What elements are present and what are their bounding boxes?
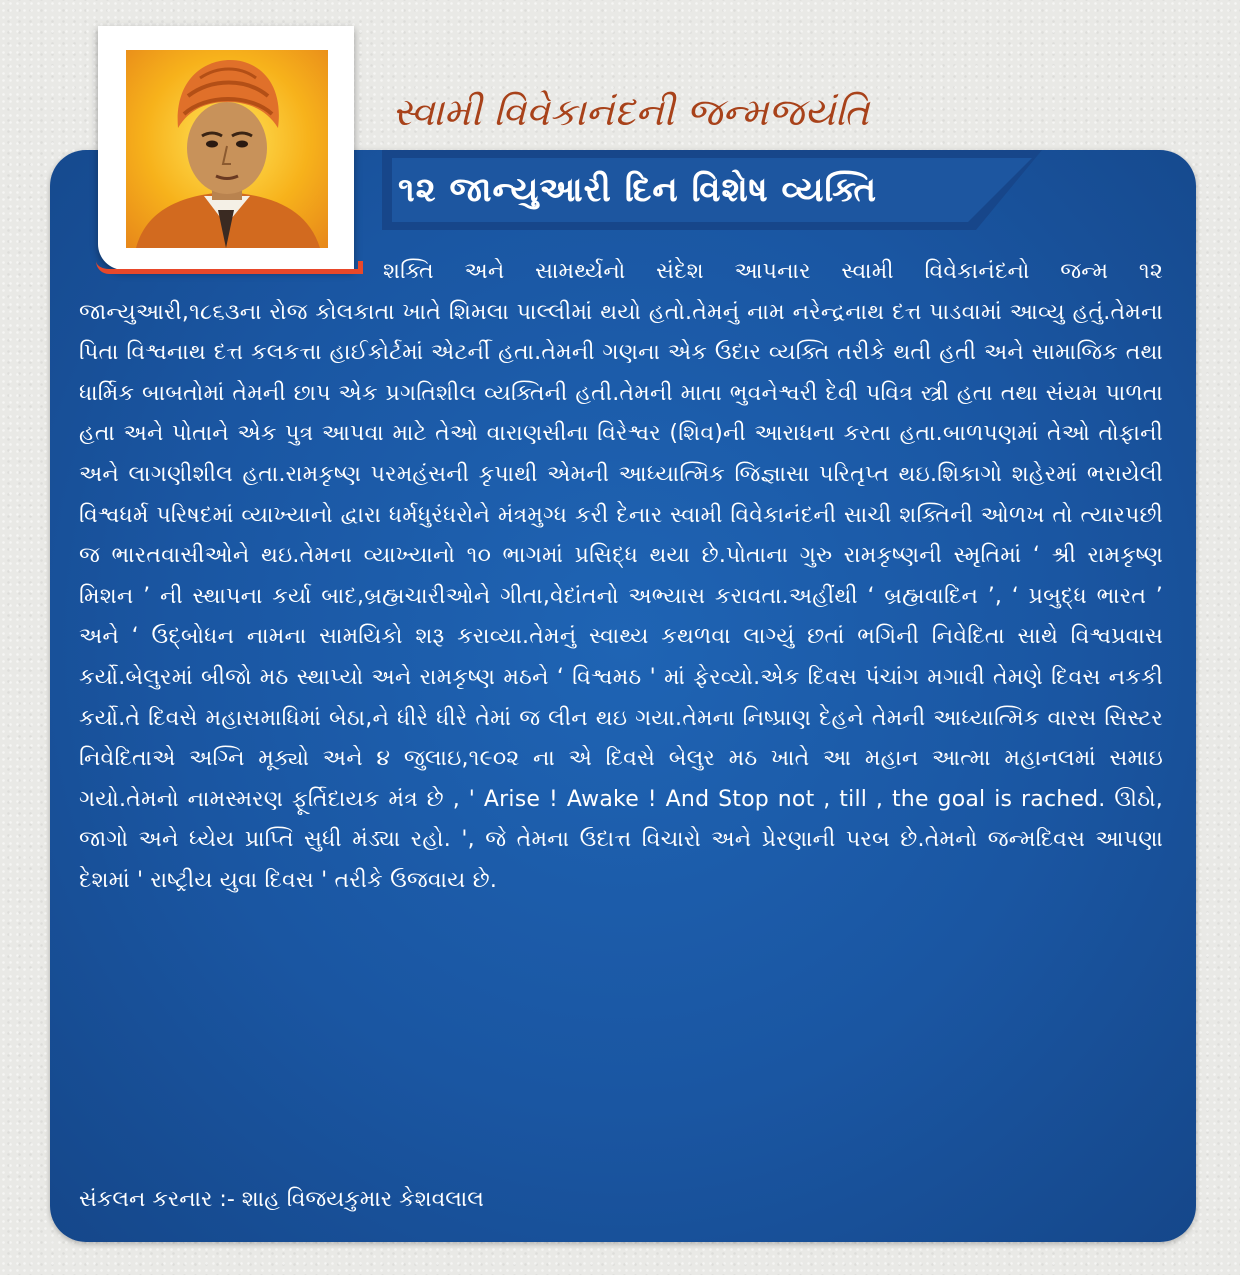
banner-title: ૧૨ જાન્યુઆરી દિન વિશેષ વ્યક્તિ	[398, 170, 878, 210]
article-body: શક્તિ અને સામર્થ્યનો સંદેશ આપનાર સ્વામી વિવેકાનંદનો જન્મ ૧૨ જાન્યુઆરી,૧૮૬૩ના રોજ કોલકાતા ખાતે શિમલા પાલ્લીમાં થયો હતો.તેમનું નામ નરેન્દ્રનાથ દત્ત પાડવામાં આવ્યુ હતું.તેમના પિતા વિશ્વનાથ દત્ત કલકત્તા હાઈકોર્ટમાં એટર્ની હતા.તેમની ગણના એક ઉદાર વ્યક્તિ તરીકે થતી હતી અને સામાજિક તથા ધાર્મિક બાબતોમાં તેમની છાપ એક પ્રગતિશીલ વ્યક્તિની હતી.તેમની માતા ભુવનેશ્વરી દેવી પવિત્ર સ્ત્રી હતા તથા સંયમ પાળતા હતા અને પોતાને એક પુત્ર આપવા માટે તેઓ વારાણસીના વિરેશ્વર (શિવ)ની આરાધના કરતા હતા.બાળપણમાં તેઓ તોફાની અને લાગણીશીલ હતા.રામકૃષ્ણ પરમહંસની કૃપાથી એમની આધ્યાત્મિક જિજ્ઞાસા પરિતૃપ્ત થઇ.શિકાગો શહેરમાં ભરાયેલી વિશ્વધર્મ પરિષદમાં વ્યાખ્યાનો દ્વારા ધર્મધુરંધરોને મંત્રમુગ્ધ કરી દેનાર સ્વામી વિવેકાનંદની સાચી શક્તિની ઓળખ તો ત્યારપછી જ ભારતવાસીઓને થઇ.તેમના વ્યાખ્યાનો ૧૦ ભાગમાં પ્રસિદ્ધ થયા છે.પોતાના ગુરુ રામકૃષ્ણની સ્મૃતિમાં ‘ શ્રી રામકૃષ્ણ મિશન ’ ની સ્થાપના કર્યા બાદ,બ્રહ્મચારીઓને ગીતા,વેદાંતનો અભ્યાસ કરાવતા.અહીંથી ‘ બ્રહ્મવાદિન ’, ‘ પ્રબુદ્ધ ભારત ’ અને ‘ ઉદ્બોધન નામના સામયિકો શરૂ કરાવ્યા.તેમનું સ્વાથ્ય કથળવા લાગ્યું છતાં ભગિની નિવેદિતા સાથે વિશ્વપ્રવાસ કર્યો.બેલુરમાં બીજો મઠ સ્થાપ્યો અને રામકૃષ્ણ મઠને ‘ વિશ્વમઠ ' માં ફેરવ્યો.એક દિવસ પંચાંગ મગાવી તેમણે દિવસ નકકી કર્યો.તે દિવસે મહાસમાધિમાં બેઠા,ને ધીરે ધીરે તેમાં જ લીન થઇ ગયા.તેમના નિષ્પ્રાણ દેહને તેમની આધ્યાત્મિક વારસ સિસ્ટર નિવેદિતાએ અગ્નિ મૂક્યો અને ૪ જુલાઇ,૧૯૦૨ ના એ દિવસે બેલુર મઠ ખાતે આ મહાન આત્મા મહાનલમાં સમાઇ ગયો.તેમનો નામસ્મરણ ફૂર્તિદાયક મંત્ર છે , ' Arise ! Awake ! And Stop not , till , the goal is rached. ઊઠો, જાગો અને ધ્યેય પ્રાપ્તિ સુધી મંડ્યા રહો. ', જે તેમના ઉદાત્ત વિચારો અને પ્રેરણાની પરબ છે.તેમનો જન્મદિવસ આપણા દેશમાં ' રાષ્ટ્રીય યુવા દિવસ ' તરીકે ઉજવાય છે.	[79, 259, 1163, 893]
portrait-illustration	[126, 50, 328, 248]
article-script-title: સ્વામી વિવેકાનંદની જન્મજયંતિ	[392, 90, 870, 134]
portrait-photo	[126, 50, 328, 248]
portrait-frame	[98, 26, 354, 270]
compiler-credit: સંકલન કરનાર :- શાહ વિજયકુમાર કેશવલાલ	[79, 1187, 484, 1212]
